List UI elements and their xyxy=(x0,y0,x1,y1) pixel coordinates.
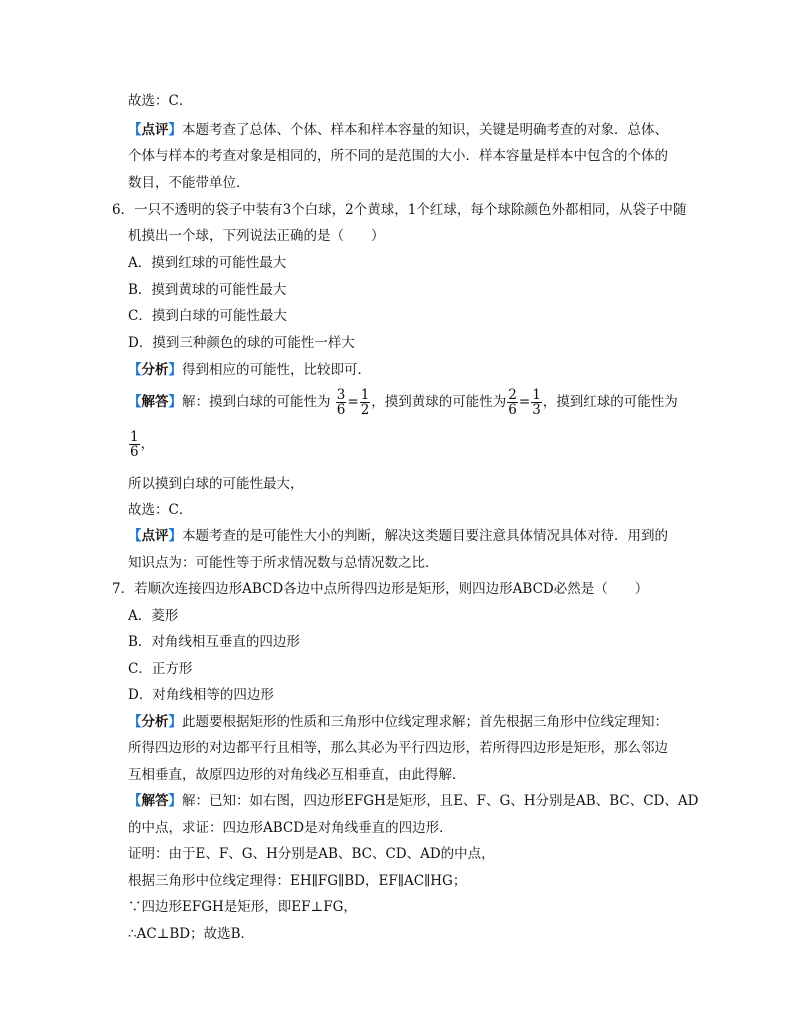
text-line: 证明：由于E、F、G、H分别是AB、BC、CD、AD的中点， xyxy=(128,846,495,862)
fraction: $\frac{1}{3}$ xyxy=(532,387,541,418)
solution-paragraph: 【解答】解：摸到白球的可能性为 $\frac{3}{6}$ = $\frac{1}{2}$ ，摸到黄球的可能性为 $\frac{2}{6}$ = $\frac{1}{3}$ ，摸到红球的可能性为 xyxy=(128,387,678,418)
text-line: ∵四边形EFGH是矩形，即EF⊥FG， xyxy=(128,899,357,915)
option-c: C．正方形 xyxy=(128,661,193,677)
analysis-paragraph: 【分析】此题要根据矩形的性质和三角形中位线定理求解；首先根据三角形中位线定理知： xyxy=(128,714,668,730)
text-line: ∴AC⊥BD；故选B． xyxy=(128,926,255,942)
text-line: 的中点，求证：四边形ABCD是对角线垂直的四边形． xyxy=(128,820,453,836)
question-6 xyxy=(112,200,686,220)
option-a: A．摸到红球的可能性最大 xyxy=(128,255,287,271)
option-a: A．菱形 xyxy=(128,608,179,624)
text-line: 知识点为：可能性等于所求情况数与总情况数之比． xyxy=(128,555,439,571)
analysis-tag: 分析 xyxy=(141,714,169,730)
text-line: 本题考查的是可能性大小的判断，解决这类题目要注意具体情况具体对待．用到的 xyxy=(182,528,668,544)
analysis-tag: 分析 xyxy=(141,362,169,378)
review-tag: 点评 xyxy=(141,528,169,544)
option-d: D．对角线相等的四边形 xyxy=(128,687,274,703)
text-line: 数目，不能带单位． xyxy=(128,175,250,191)
text-line: 此题要根据矩形的性质和三角形中位线定理求解；首先根据三角形中位线定理知： xyxy=(182,714,668,730)
fraction: $\frac{1}{2}$ xyxy=(360,387,370,418)
option-c: C．摸到白球的可能性最大 xyxy=(128,308,287,324)
fraction: $\frac{3}{6}$ xyxy=(336,387,346,418)
review-paragraph: 【点评】本题考查的是可能性大小的判断，解决这类题目要注意具体情况具体对待．用到的 xyxy=(128,528,668,544)
text-line: 机摸出一个球，下列说法正确的是（ ） xyxy=(128,228,385,244)
solution-fraction-line: $\frac{1}{6}$ ， xyxy=(130,429,155,460)
text-line: 解：已知：如右图，四边形EFGH是矩形，且E、F、G、H分别是AB、BC、CD、AD xyxy=(182,793,699,809)
question-number: 6． xyxy=(112,202,135,218)
text-line: 根据三角形中位线定理得：EH∥FG∥BD，EF∥AC∥HG； xyxy=(128,873,467,889)
text-line: 本题考查了总体、个体、样本和样本容量的知识，关键是明确考查的对象．总体、 xyxy=(182,122,668,138)
review-tag: 点评 xyxy=(141,122,169,138)
text-line: 得到相应的可能性，比较即可． xyxy=(182,362,371,378)
question-number: 7． xyxy=(112,581,135,597)
text-line: 个体与样本的考查对象是相同的，所不同的是范围的大小．样本容量是样本中包含的个体的 xyxy=(128,148,668,164)
option-b: B．摸到黄球的可能性最大 xyxy=(128,282,287,298)
fraction: $\frac{1}{6}$ xyxy=(130,429,139,460)
option-b: B．对角线相互垂直的四边形 xyxy=(128,634,300,650)
solution-tag: 解答 xyxy=(141,394,169,410)
text-line: 若顺次连接四边形ABCD各边中点所得四边形是矩形，则四边形ABCD必然是（ ） xyxy=(134,581,649,597)
question-7 xyxy=(112,579,648,599)
text-line: 一只不透明的袋子中装有3个白球，2个黄球，1个红球，每个球除颜色外都相同，从袋子中随 xyxy=(134,202,687,218)
solution-tag: 解答 xyxy=(141,793,169,809)
text-line: 互相垂直，故原四边形的对角线必互相垂直，由此得解． xyxy=(128,767,466,783)
text-line: 所得四边形的对边都平行且相等，那么其必为平行四边形，若所得四边形是矩形，那么邻边 xyxy=(128,740,668,756)
text-line: 故选：C． xyxy=(128,93,193,109)
text-line: 所以摸到白球的可能性最大， xyxy=(128,476,304,492)
text-line: 故选：C． xyxy=(128,502,193,518)
fraction: $\frac{2}{6}$ xyxy=(508,387,517,418)
solution-paragraph: 【解答】解：已知：如右图，四边形EFGH是矩形，且E、F、G、H分别是AB、BC、CD、AD xyxy=(128,793,699,809)
review-paragraph: 【点评】本题考查了总体、个体、样本和样本容量的知识，关键是明确考查的对象．总体、 xyxy=(128,122,668,138)
option-d: D．摸到三种颜色的球的可能性一样大 xyxy=(128,335,355,351)
analysis-paragraph: 【分析】得到相应的可能性，比较即可． xyxy=(128,362,371,378)
